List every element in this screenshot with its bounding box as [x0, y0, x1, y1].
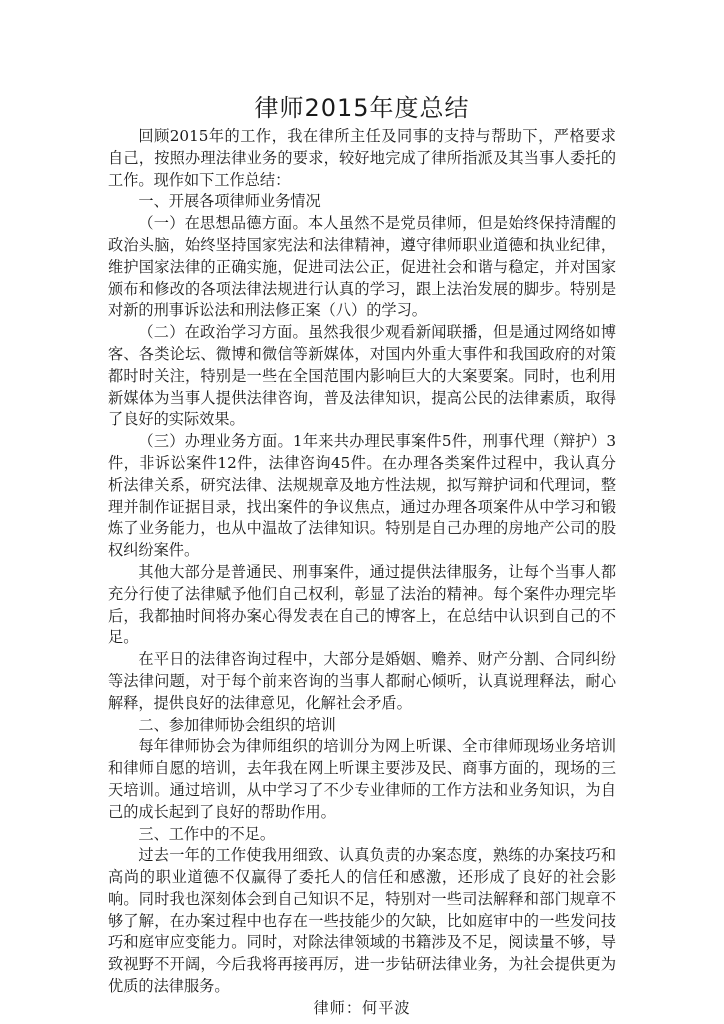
document-title: 律师2015年度总结: [254, 94, 470, 122]
section-1-paragraph-5: 在平日的法律咨询过程中，大部分是婚姻、赡养、财产分割、合同纠纷等法律问题，对于每个前来咨询的当事人都耐心倾听，认真说理释法，耐心解释，提供良好的法律意见，化解社会矛盾。: [108, 650, 616, 712]
section-1-paragraph-4: 其他大部分是普通民、刑事案件，通过提供法律服务，让每个当事人都充分行使了法律赋予他们自己权利，彰显了法治的精神。每个案件办理完毕后，我都抽时间将办案心得发表在自己的博客上，在总结中认识到自己的不足。: [108, 562, 616, 647]
section-1-heading: 一、开展各项律师业务情况: [138, 192, 321, 211]
signature: 律师：何平波: [313, 998, 411, 1017]
section-2-heading: 二、参加律师协会组织的培训: [138, 715, 336, 734]
section-3-paragraph-1: 过去一年的工作使我用细致、认真负责的办案态度，熟练的办案技巧和高尚的职业道德不仅赢得了委托人的信任和感激，还形成了良好的社会影响。同时我也深刻体会到自己知识不足，特别对一些司法解释和部门规章不够了解，在办案过程中也存在一些技能少的欠缺，比如庭审中的一些发问技巧和庭审应变能力。同时，对除法律领域的书籍涉及不足，阅读量不够，导致视野不开阔，今后我将再接再厉，进一步钻研法律业务，为社会提供更为优质的法律服务。: [108, 846, 616, 996]
section-1-paragraph-3: （三）办理业务方面。1年来共办理民事案件5件，刑事代理（辩护）3件，非诉讼案件12件，法律咨询45件。在办理各类案件过程中，我认真分析法律关系，研究法律、法规规章及地方性法规，拟写辩护词和代理词，整理并制作证据目录，找出案件的争议焦点，通过办理各项案件从中学习和锻炼了业务能力，也从中温故了法律知识。特别是自己办理的房地产公司的股权纠纷案件。: [108, 432, 616, 560]
section-2-paragraph-1: 每年律师协会为律师组织的培训分为网上听课、全市律师现场业务培训和律师自愿的培训，去年我在网上听课主要涉及民、商事方面的，现场的三天培训。通过培训，从中学习了不少专业律师的工作方法和业务知识，为自己的成长起到了良好的帮助作用。: [108, 737, 616, 821]
section-1-paragraph-1: （一）在思想品德方面。本人虽然不是党员律师，但是始终保持清醒的政治头脑，始终坚持国家宪法和法律精神，遵守律师职业道德和执业纪律，维护国家法律的正确实施，促进司法公正，促进社会和谐与稳定，并对国家颁布和修改的各项法律法规进行认真的学习，跟上法治发展的脚步。特别是对新的刑事诉讼法和刑法修正案（八）的学习。: [108, 214, 616, 320]
section-1-paragraph-2: （二）在政治学习方面。虽然我很少观看新闻联播，但是通过网络如博客、各类论坛、微博和微信等新媒体，对国内外重大事件和我国政府的对策都时时关注，特别是一些在全国范围内影响巨大的大案要案。同时，也利用新媒体为当事人提供法律咨询，普及法律知识，提高公民的法律素质，取得了良好的实际效果。: [108, 323, 616, 429]
section-3-heading: 三、工作中的不足。: [138, 824, 276, 843]
document-page: [108, 92, 616, 1020]
intro-paragraph: 回顾2015年的工作，我在律所主任及同事的支持与帮助下，严格要求自己，按照办理法律业务的要求，较好地完成了律所指派及其当事人委托的工作。现作如下工作总结：: [108, 127, 616, 189]
